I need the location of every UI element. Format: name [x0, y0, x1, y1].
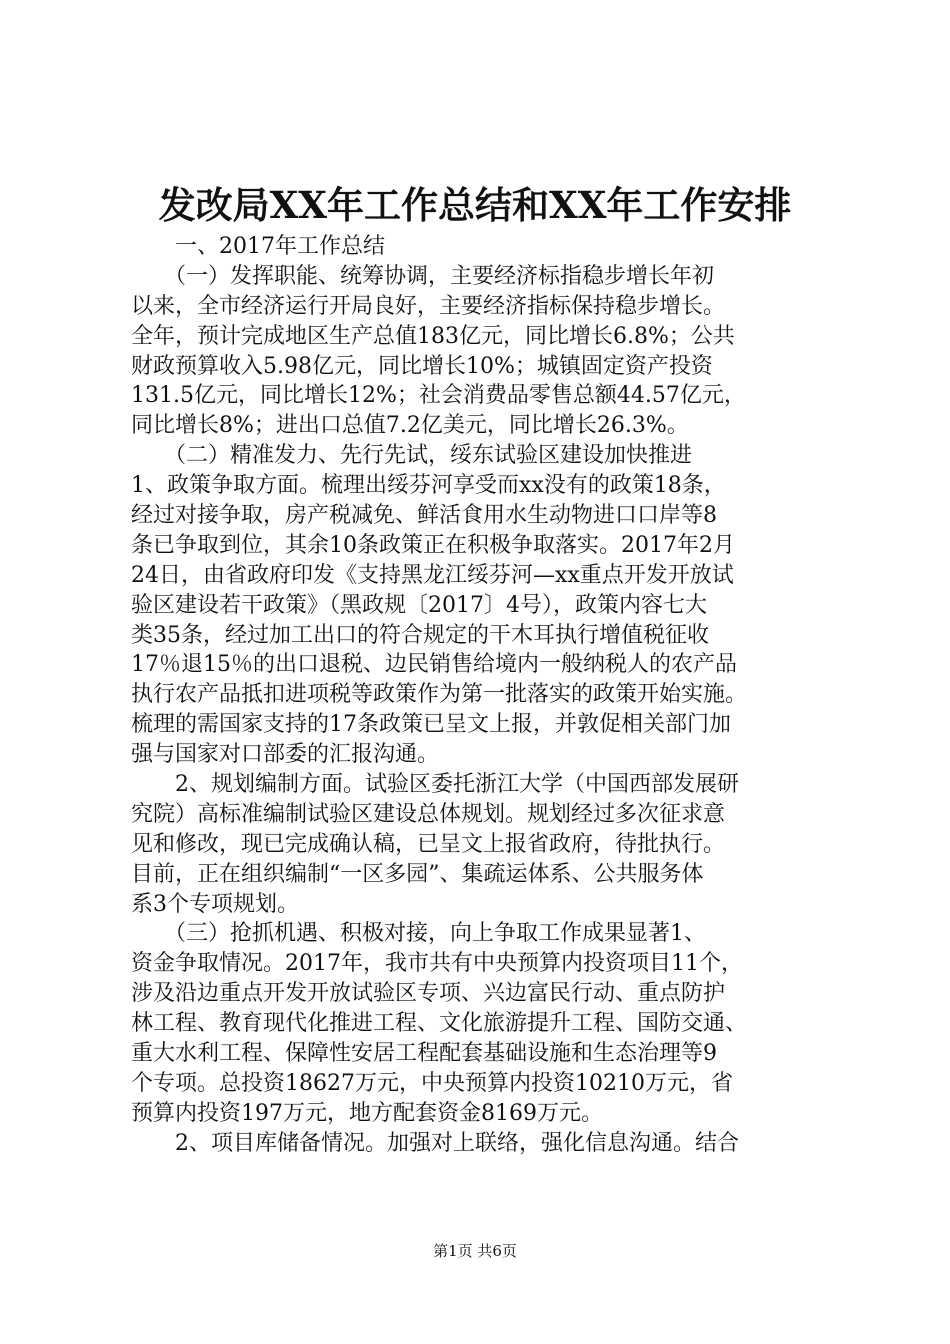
- page-number-footer: 第1页 共6页: [433, 1242, 517, 1260]
- paragraph-line: 条已争取到位，其余10条政策正在积极争取落实。2017年2月: [131, 532, 735, 558]
- paragraph-line: 目前，正在组织编制“一区多园”、集疏运体系、公共服务体: [131, 861, 704, 887]
- paragraph-line: 经过对接争取，房产税减免、鲜活食用水生动物进口口岸等8: [131, 503, 717, 529]
- paragraph-line: 财政预算收入5.98亿元，同比增长10%；城镇固定资产投资: [131, 353, 713, 379]
- paragraph-line: （三）抢抓机遇、积极对接，向上争取工作成果显著1、: [131, 921, 706, 947]
- paragraph-line: 1、政策争取方面。梳理出绥芬河享受而xx没有的政策18条，: [131, 473, 726, 499]
- paragraph-line: 究院）高标准编制试验区建设总体规划。规划经过多次征求意: [131, 801, 726, 827]
- document-body: [131, 232, 851, 1159]
- paragraph-line: 强与国家对口部委的汇报沟通。: [131, 742, 440, 768]
- paragraph-line: 执行农产品抵扣进项税等政策作为第一批落实的政策开始实施。: [131, 682, 748, 708]
- paragraph-line: 131.5亿元，同比增长12%；社会消费品零售总额44.57亿元，: [131, 383, 746, 409]
- paragraph-line: 24日，由省政府印发《支持黑龙江绥芬河—xx重点开发开放试: [131, 562, 734, 588]
- document-title: 发改局XX年工作总结和XX年工作安排: [158, 183, 792, 227]
- paragraph-line: 验区建设若干政策》（黑政规〔2017〕4号），政策内容七大: [131, 592, 707, 618]
- paragraph-line: 2、规划编制方面。试验区委托浙江大学（中国西部发展研: [131, 772, 739, 798]
- paragraph-line: （一）发挥职能、统筹协调，主要经济标指稳步增长年初: [131, 263, 715, 289]
- paragraph-line: 重大水利工程、保障性安居工程配套基础设施和生态治理等9: [131, 1041, 717, 1067]
- paragraph-line: （二）精准发力、先行先试，绥东试验区建设加快推进: [131, 443, 693, 469]
- paragraph-line: 类35条，经过加工出口的符合规定的干木耳执行增值税征收: [131, 622, 709, 648]
- paragraph-line: 资金争取情况。2017年，我市共有中央预算内投资项目11个，: [131, 951, 743, 977]
- paragraph-line: 17％退15％的出口退税、边民销售给境内一般纳税人的农产品: [131, 652, 737, 678]
- paragraph-line: 梳理的需国家支持的17条政策已呈文上报，并敦促相关部门加: [131, 712, 731, 738]
- paragraph-line: 2、项目库储备情况。加强对上联络，强化信息沟通。结合: [131, 1130, 739, 1156]
- paragraph-line: 同比增长8%；进出口总值7.2亿美元，同比增长26.3%。: [131, 413, 689, 439]
- paragraph-line: 个专项。总投资18627万元，中央预算内投资10210万元，省: [131, 1070, 733, 1096]
- paragraph-line: 全年，预计完成地区生产总值183亿元，同比增长6.8%；公共: [131, 323, 735, 349]
- paragraph-line: 见和修改，现已完成确认稿，已呈文上报省政府，待批执行。: [131, 831, 726, 857]
- paragraph-line: 涉及沿边重点开发开放试验区专项、兴边富民行动、重点防护: [131, 981, 726, 1007]
- paragraph-line: 预算内投资197万元，地方配套资金8169万元。: [131, 1100, 603, 1126]
- paragraph-line: 系3个专项规划。: [131, 891, 299, 917]
- paragraph-line: 一、2017年工作总结: [131, 234, 385, 259]
- paragraph-line: 以来，全市经济运行开局良好，主要经济指标保持稳步增长。: [131, 293, 726, 319]
- paragraph-line: 林工程、教育现代化推进工程、文化旅游提升工程、国防交通、: [131, 1011, 748, 1037]
